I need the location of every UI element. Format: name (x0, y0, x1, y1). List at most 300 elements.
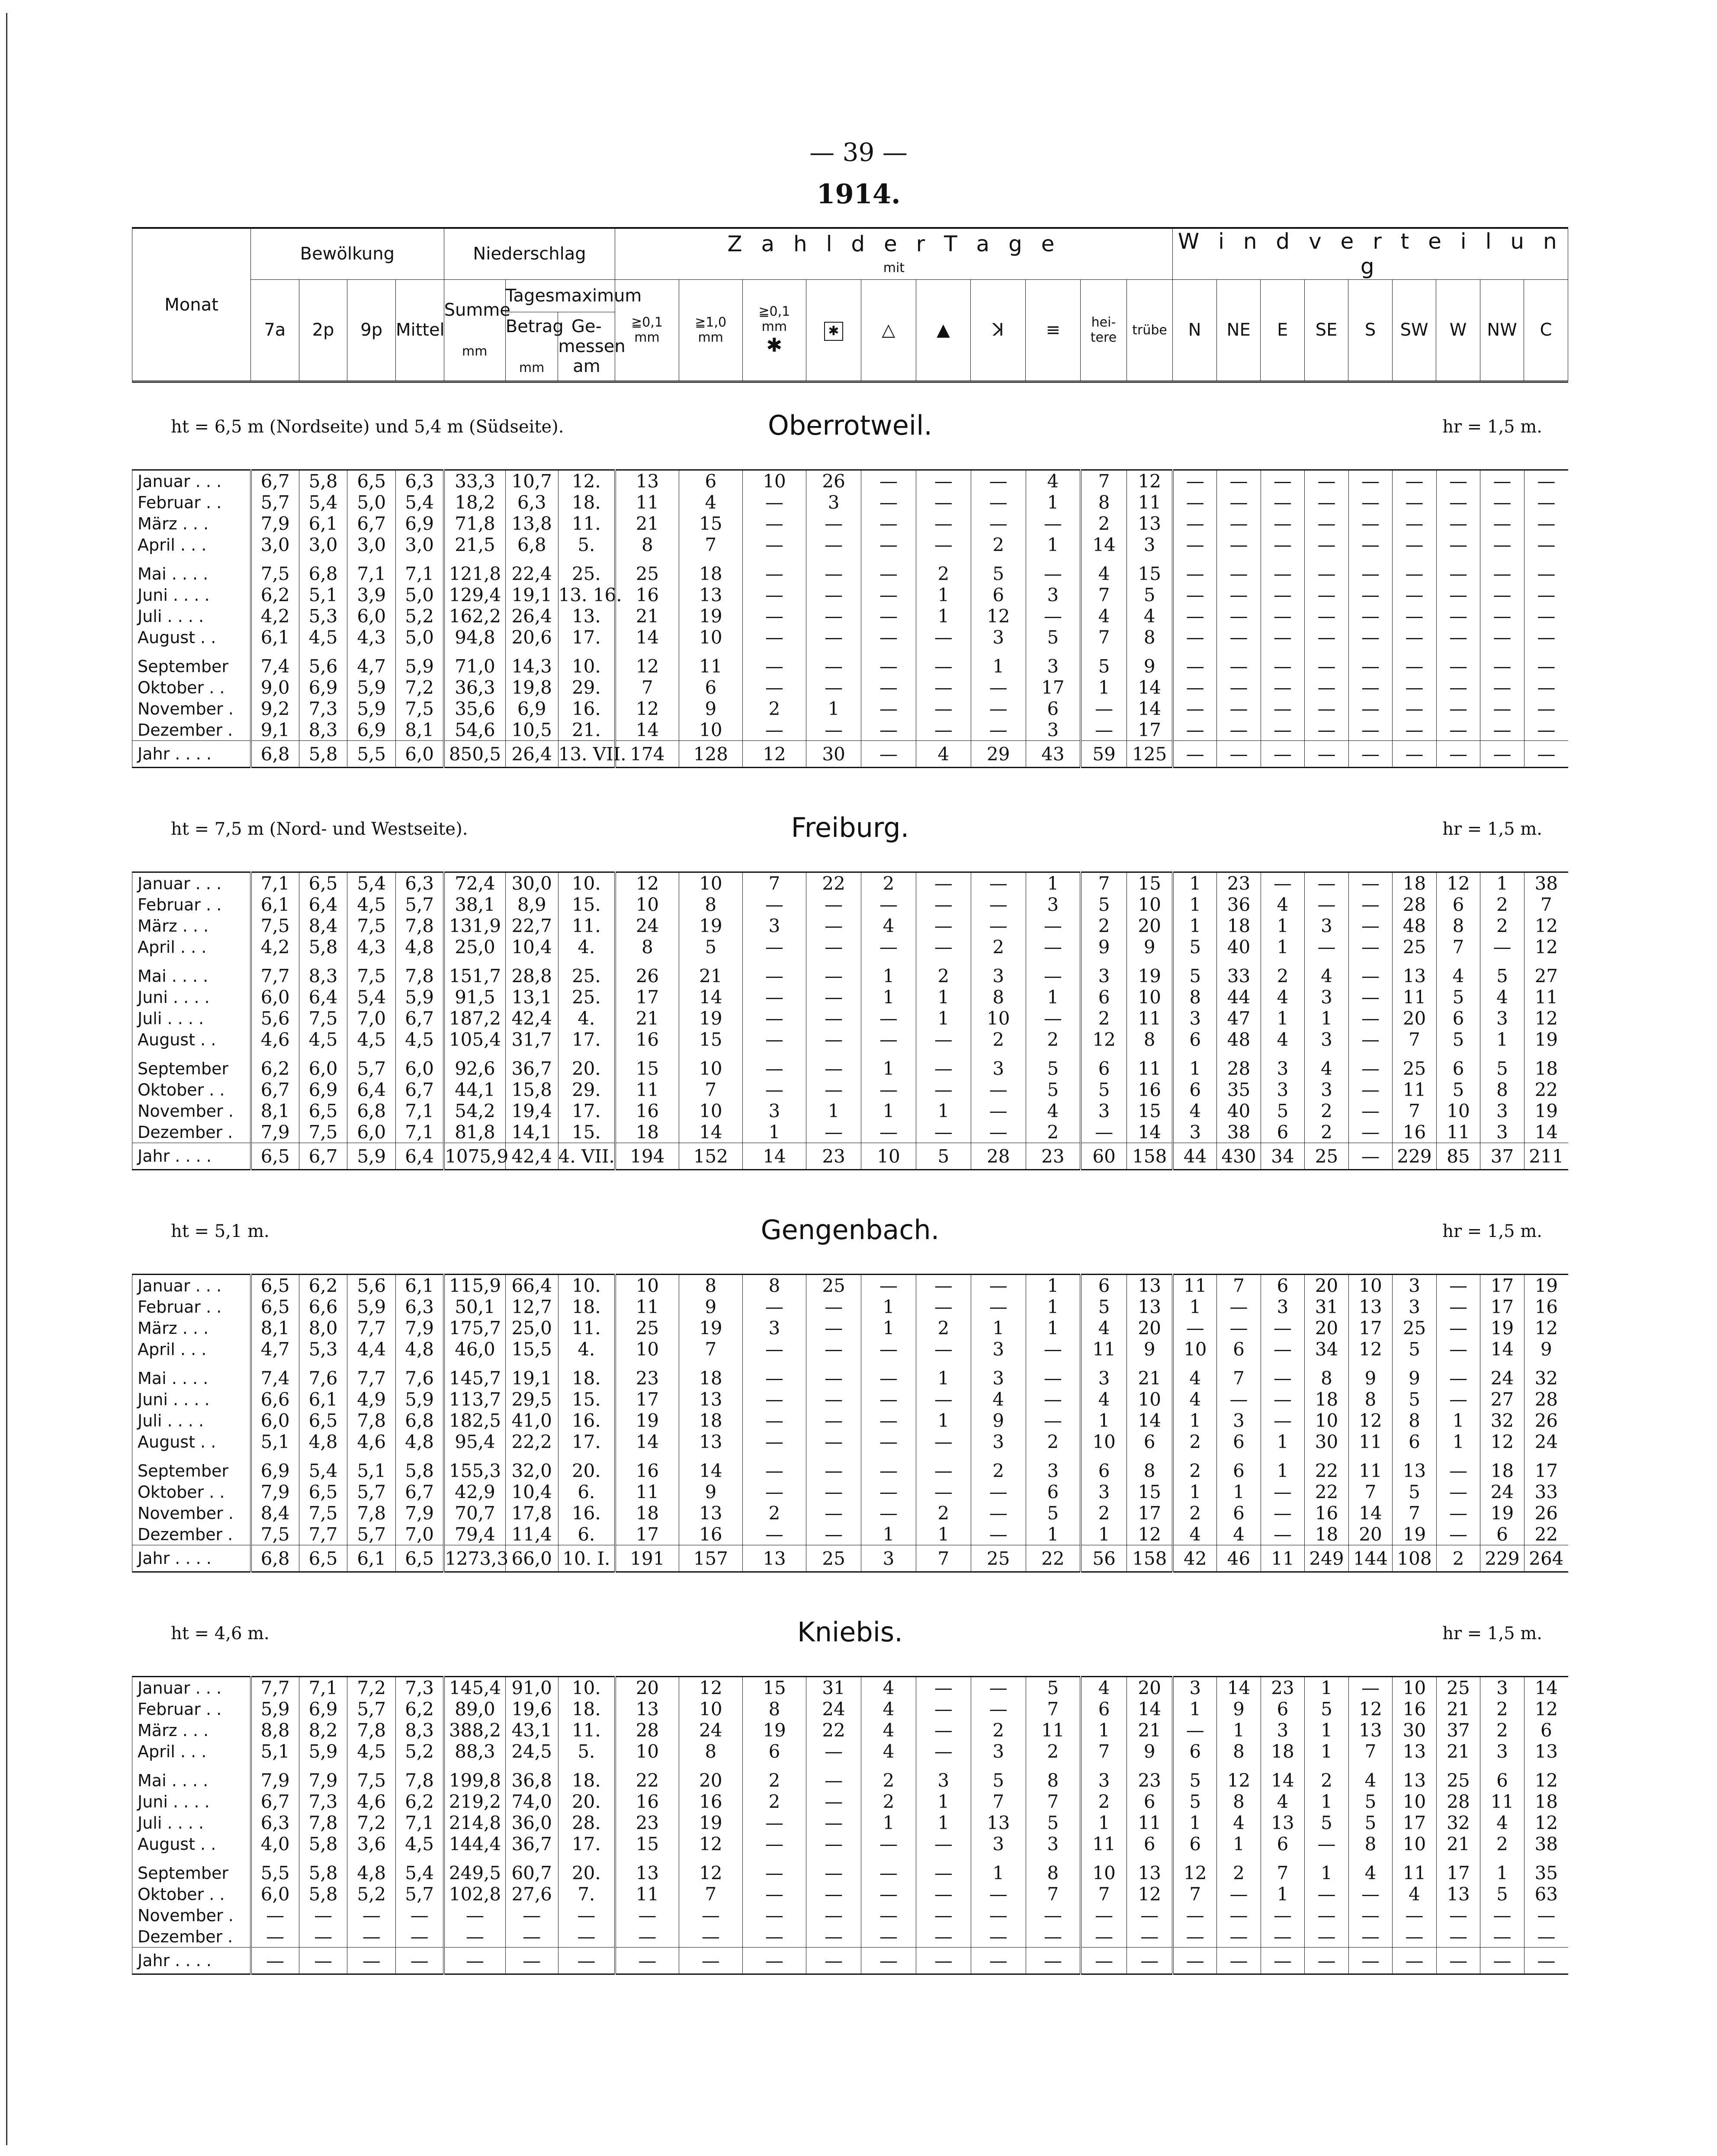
table-cell: — (1480, 648, 1524, 677)
table-cell: 1 (1261, 1452, 1305, 1481)
table-cell: 2 (971, 936, 1026, 958)
table-cell: 6,8 (396, 1410, 444, 1431)
table-row (132, 1339, 1569, 1360)
table-cell: 10 (679, 719, 742, 741)
table-cell: 6,9 (505, 698, 558, 719)
table-cell: — (679, 1905, 742, 1926)
table-cell: 14 (679, 1452, 742, 1481)
table-cell: 5 (1026, 1677, 1081, 1699)
table-cell: — (1026, 513, 1081, 534)
station-data-table (132, 469, 1568, 768)
table-cell: 22 (1524, 1524, 1568, 1545)
table-cell: 1 (1081, 1524, 1127, 1545)
table-cell: 7,5 (347, 958, 396, 987)
table-cell: — (916, 1029, 971, 1050)
table-cell: — (1305, 872, 1349, 894)
table-cell: 6,6 (251, 1389, 299, 1410)
header-7a: 7a (251, 279, 299, 381)
table-cell: — (1393, 492, 1437, 513)
station-ht-note: ht = 6,5 m (Nordseite) und 5,4 m (Südseite). (171, 417, 564, 437)
month-label: Mai . . . . (132, 958, 251, 987)
table-cell: 3 (1026, 1452, 1081, 1481)
table-cell: — (861, 1481, 916, 1502)
table-cell: — (916, 534, 971, 555)
table-cell: 5,5 (347, 741, 396, 768)
table-cell: — (1305, 741, 1349, 768)
table-cell: — (1081, 1926, 1127, 1948)
table-cell: 8 (1026, 1762, 1081, 1791)
table-cell: 2 (861, 1791, 916, 1812)
table-cell: 5,7 (396, 1884, 444, 1905)
table-cell: 20. (558, 1855, 615, 1884)
table-cell: 15 (679, 1029, 742, 1050)
table-cell: 4. (558, 1339, 615, 1360)
table-row (132, 1275, 1569, 1297)
table-cell: — (1393, 719, 1437, 741)
table-cell: 26 (1524, 1502, 1568, 1524)
table-cell: — (1173, 492, 1217, 513)
table-row (132, 1502, 1569, 1524)
table-cell: 31 (806, 1677, 861, 1699)
table-cell: 92,6 (444, 1050, 505, 1079)
table-cell: 1 (916, 1100, 971, 1121)
table-cell: 7. (558, 1884, 615, 1905)
table-cell: 3 (1217, 1410, 1261, 1431)
table-cell: 2 (1480, 1720, 1524, 1741)
table-cell: 3 (1081, 1360, 1127, 1389)
table-cell: 8,4 (299, 915, 347, 936)
table-cell: — (742, 1524, 806, 1545)
table-cell: 6,9 (347, 719, 396, 741)
table-cell: — (1393, 513, 1437, 534)
table-cell: 13,8 (505, 513, 558, 534)
month-label: April . . . (132, 1741, 251, 1762)
table-cell: 7,8 (347, 1410, 396, 1431)
month-label: Juli . . . . (132, 605, 251, 627)
table-cell: 17 (1127, 1502, 1173, 1524)
table-cell: 182,5 (444, 1410, 505, 1431)
table-cell: 8,1 (251, 1317, 299, 1339)
table-cell: 7,9 (396, 1502, 444, 1524)
table-cell: — (916, 1720, 971, 1741)
table-cell: 16 (679, 1791, 742, 1812)
table-cell: 12 (1127, 1884, 1173, 1905)
table-cell: — (1261, 1410, 1305, 1431)
table-cell: — (251, 1948, 299, 1974)
table-cell: 10 (615, 1275, 679, 1297)
table-cell: 6 (1173, 1833, 1217, 1855)
table-cell: 249 (1305, 1545, 1349, 1572)
table-row (132, 513, 1569, 534)
table-cell: — (806, 1855, 861, 1884)
table-cell: — (916, 719, 971, 741)
table-cell: 22 (806, 1720, 861, 1741)
table-row (132, 1143, 1569, 1170)
table-cell: 4. VII. (558, 1143, 615, 1170)
table-cell: 44,1 (444, 1079, 505, 1100)
table-cell: 23 (615, 1360, 679, 1389)
table-cell: — (742, 1079, 806, 1100)
table-cell: 70,7 (444, 1502, 505, 1524)
table-cell: 9,0 (251, 677, 299, 698)
table-cell: — (916, 1948, 971, 1974)
table-cell: 4 (1026, 470, 1081, 492)
table-cell: 4,8 (347, 1855, 396, 1884)
table-cell: 21 (679, 958, 742, 987)
table-cell: — (1524, 584, 1568, 605)
table-cell: 42 (1173, 1545, 1217, 1572)
table-cell: 9 (679, 1481, 742, 1502)
table-cell: — (1305, 627, 1349, 648)
table-cell: 10 (615, 1741, 679, 1762)
table-cell: — (916, 1698, 971, 1720)
table-cell: — (1393, 698, 1437, 719)
table-cell: 5,4 (396, 1855, 444, 1884)
month-label: August . . (132, 1029, 251, 1050)
table-cell: 2 (916, 1502, 971, 1524)
table-cell: 22 (1026, 1545, 1081, 1572)
table-cell: 21 (1436, 1741, 1480, 1762)
table-cell: 6,5 (251, 1143, 299, 1170)
month-label: April . . . (132, 534, 251, 555)
table-cell: 17 (615, 1389, 679, 1410)
table-cell: 1 (916, 605, 971, 627)
table-cell: 36,7 (505, 1050, 558, 1079)
table-cell: — (1173, 1948, 1217, 1974)
table-cell: 4,6 (347, 1431, 396, 1452)
table-cell: — (1480, 513, 1524, 534)
table-cell: 264 (1524, 1545, 1568, 1572)
table-cell: 5 (1480, 1884, 1524, 1905)
table-cell: 13 (742, 1545, 806, 1572)
table-cell: 102,8 (444, 1884, 505, 1905)
table-cell: 7 (1081, 627, 1127, 648)
table-cell: 2 (1081, 513, 1127, 534)
table-row (132, 1029, 1569, 1050)
table-cell: — (806, 1389, 861, 1410)
table-cell: — (806, 1812, 861, 1833)
table-cell: — (861, 1884, 916, 1905)
table-cell: 19,6 (505, 1698, 558, 1720)
table-cell: 7,1 (251, 872, 299, 894)
table-cell: 7,5 (347, 915, 396, 936)
table-cell: — (1524, 470, 1568, 492)
table-cell: 5,6 (251, 1008, 299, 1029)
table-cell: 7,5 (299, 1502, 347, 1524)
table-cell: 158 (1127, 1545, 1173, 1572)
table-cell: 6 (1480, 1524, 1524, 1545)
table-cell: 4 (971, 1389, 1026, 1410)
table-row (132, 1741, 1569, 1762)
table-cell: 5,1 (347, 1452, 396, 1481)
table-cell: — (1524, 677, 1568, 698)
table-cell: 2 (1081, 1791, 1127, 1812)
table-cell: 5 (1436, 1029, 1480, 1050)
table-cell: 5,3 (299, 605, 347, 627)
table-cell: 2 (1480, 1833, 1524, 1855)
table-cell: — (505, 1926, 558, 1948)
table-cell: 14 (742, 1143, 806, 1170)
table-cell: 8 (1348, 1833, 1393, 1855)
table-cell: 35,6 (444, 698, 505, 719)
table-cell: 4 (1261, 987, 1305, 1008)
table-cell: — (1348, 987, 1393, 1008)
table-cell: 2 (971, 534, 1026, 555)
table-cell: 12 (1348, 1410, 1393, 1431)
table-cell: — (1305, 1833, 1349, 1855)
table-cell: 16. (558, 698, 615, 719)
table-cell: 28,8 (505, 958, 558, 987)
table-cell: — (1026, 605, 1081, 627)
table-cell: 20 (1127, 1317, 1173, 1339)
table-cell: 4 (1436, 958, 1480, 987)
table-cell: 4 (1081, 555, 1127, 584)
table-cell: 13 (1127, 1855, 1173, 1884)
month-label: Mai . . . . (132, 555, 251, 584)
table-cell: 14 (1127, 1410, 1173, 1431)
header-wind-sw: SW (1392, 279, 1436, 381)
table-cell: 24 (679, 1720, 742, 1741)
table-cell: 66,0 (505, 1545, 558, 1572)
table-cell: — (1436, 584, 1480, 605)
table-cell: — (1261, 1926, 1305, 1948)
table-cell: — (1436, 1317, 1480, 1339)
table-cell: 3 (971, 1741, 1026, 1762)
table-cell: — (1480, 1926, 1524, 1948)
table-cell: 4,6 (251, 1029, 299, 1050)
table-cell: 3 (971, 1050, 1026, 1079)
table-cell: — (916, 1741, 971, 1762)
table-cell: 8,2 (299, 1720, 347, 1741)
table-cell: 5,9 (299, 1741, 347, 1762)
table-row (132, 698, 1569, 719)
table-row (132, 741, 1569, 768)
table-cell: 20 (615, 1677, 679, 1699)
table-cell: 22,2 (505, 1431, 558, 1452)
table-cell: 16 (1393, 1121, 1437, 1143)
table-cell: 12 (615, 648, 679, 677)
table-cell: — (1348, 1008, 1393, 1029)
table-cell: 7,9 (251, 1481, 299, 1502)
table-row (132, 648, 1569, 677)
table-cell: 25 (1393, 936, 1437, 958)
table-cell: 26,4 (505, 741, 558, 768)
table-cell: — (861, 1905, 916, 1926)
table-row (132, 1317, 1569, 1339)
table-cell: 7 (1081, 470, 1127, 492)
month-label: September (132, 1050, 251, 1079)
table-cell: — (806, 534, 861, 555)
table-cell: 3 (1305, 915, 1349, 936)
table-cell: 7,4 (251, 648, 299, 677)
table-cell: — (861, 1275, 916, 1297)
station-heading (132, 1613, 1568, 1648)
table-cell: — (1026, 555, 1081, 584)
table-cell: — (861, 1431, 916, 1452)
table-cell: 13 (679, 1389, 742, 1410)
table-cell: — (1480, 534, 1524, 555)
table-cell: — (971, 719, 1026, 741)
table-cell: — (396, 1926, 444, 1948)
table-cell: 1 (1081, 677, 1127, 698)
table-cell: 23 (1026, 1143, 1081, 1170)
table-cell: 32 (1480, 1410, 1524, 1431)
table-cell: 9 (1127, 648, 1173, 677)
table-cell: 13 (1393, 1741, 1437, 1762)
table-cell: 1 (1305, 1008, 1349, 1029)
table-row (132, 584, 1569, 605)
table-cell: — (1436, 1339, 1480, 1360)
table-cell: 2 (1217, 1855, 1261, 1884)
table-cell: 2 (1026, 1121, 1081, 1143)
table-cell: 6,0 (347, 1121, 396, 1143)
table-cell: — (861, 1079, 916, 1100)
table-cell: 13 (615, 1855, 679, 1884)
table-cell: 9 (1081, 936, 1127, 958)
table-cell: 6,7 (251, 470, 299, 492)
table-cell: 10 (1081, 1855, 1127, 1884)
month-label: Oktober . . (132, 1481, 251, 1502)
table-cell: 229 (1393, 1143, 1437, 1170)
table-cell: — (806, 1079, 861, 1100)
table-cell: 3 (861, 1545, 916, 1572)
table-cell: 10 (679, 872, 742, 894)
table-cell: 9 (1393, 1360, 1437, 1389)
table-row (132, 1926, 1569, 1948)
table-cell: 6 (679, 677, 742, 698)
table-cell: 9 (971, 1410, 1026, 1431)
table-cell: 1273,3 (444, 1545, 505, 1572)
header-sym-fog (1026, 279, 1081, 381)
table-cell: 10 (971, 1008, 1026, 1029)
table-cell: 16 (615, 1100, 679, 1121)
table-cell: 6 (971, 584, 1026, 605)
month-label: Oktober . . (132, 677, 251, 698)
table-cell: 12 (742, 741, 806, 768)
table-row (132, 915, 1569, 936)
table-cell: — (1524, 1926, 1568, 1948)
table-cell: 6 (1173, 1741, 1217, 1762)
table-cell: 30 (1393, 1720, 1437, 1741)
month-label: September (132, 1855, 251, 1884)
table-cell: 1 (1173, 1698, 1217, 1720)
table-cell: — (1436, 1905, 1480, 1926)
table-cell: 11 (1393, 987, 1437, 1008)
table-cell: 22 (806, 872, 861, 894)
table-cell: 4 (1393, 1884, 1437, 1905)
table-cell: — (861, 1833, 916, 1855)
table-cell: 21 (615, 1008, 679, 1029)
table-cell: — (347, 1948, 396, 1974)
table-cell: — (742, 492, 806, 513)
table-cell: — (1480, 555, 1524, 584)
table-cell: 4 (1480, 987, 1524, 1008)
table-cell: 8,0 (299, 1317, 347, 1339)
table-cell: — (1173, 677, 1217, 698)
table-cell: 388,2 (444, 1720, 505, 1741)
table-cell: 113,7 (444, 1389, 505, 1410)
table-cell: — (1393, 627, 1437, 648)
table-cell: 21 (1127, 1720, 1173, 1741)
table-cell: 18. (558, 1360, 615, 1389)
table-cell: 35 (1524, 1855, 1568, 1884)
table-cell: 4 (1081, 1677, 1127, 1699)
table-cell: 9 (679, 1296, 742, 1317)
table-cell: 17 (1524, 1452, 1568, 1481)
table-cell: — (1217, 1296, 1261, 1317)
header-bewolkung: Bewölkung (251, 228, 444, 279)
table-cell: 11 (615, 1079, 679, 1100)
table-cell: 20 (1348, 1524, 1393, 1545)
table-cell: 7 (1393, 1502, 1437, 1524)
table-cell: — (742, 648, 806, 677)
table-cell: 1 (1305, 1720, 1349, 1741)
table-cell: 1 (1026, 534, 1081, 555)
month-label: Juli . . . . (132, 1008, 251, 1029)
table-cell: — (615, 1905, 679, 1926)
table-cell: 46,0 (444, 1339, 505, 1360)
table-cell: 1 (1305, 1677, 1349, 1699)
table-cell: 7,5 (347, 1762, 396, 1791)
table-cell: 19 (679, 1812, 742, 1833)
station-heading (132, 809, 1568, 843)
month-label: August . . (132, 627, 251, 648)
table-cell: — (1480, 698, 1524, 719)
table-cell: — (1524, 627, 1568, 648)
table-cell: 6,5 (299, 1481, 347, 1502)
table-cell: 4,2 (251, 936, 299, 958)
table-cell: 10,7 (505, 470, 558, 492)
table-cell: 6,8 (251, 1545, 299, 1572)
table-cell: 24 (1524, 1431, 1568, 1452)
table-cell: 5 (1348, 1791, 1393, 1812)
table-cell: — (971, 513, 1026, 534)
table-cell: — (806, 1905, 861, 1926)
table-cell: — (1348, 1905, 1393, 1926)
table-cell: — (806, 958, 861, 987)
table-cell: 6,1 (251, 894, 299, 915)
table-cell: 1 (1436, 1410, 1480, 1431)
table-cell: — (1524, 605, 1568, 627)
table-cell: 36,0 (505, 1812, 558, 1833)
table-cell: — (742, 958, 806, 987)
table-cell: — (251, 1926, 299, 1948)
table-cell: 18 (1524, 1050, 1568, 1079)
table-cell: 1 (861, 1296, 916, 1317)
table-cell: 8 (1305, 1360, 1349, 1389)
table-cell: — (806, 648, 861, 677)
table-cell: 12 (1524, 1698, 1568, 1720)
table-cell: 3 (1261, 1720, 1305, 1741)
table-cell: 10 (1127, 894, 1173, 915)
table-cell: 6 (1524, 1720, 1568, 1741)
table-cell: 7 (916, 1545, 971, 1572)
table-cell: 4. (558, 1008, 615, 1029)
table-cell: 194 (615, 1143, 679, 1170)
month-label: Juni . . . . (132, 987, 251, 1008)
table-cell: 44 (1217, 987, 1261, 1008)
table-cell: — (916, 698, 971, 719)
table-row (132, 627, 1569, 648)
table-cell: 33 (1524, 1481, 1568, 1502)
table-cell: 6,5 (251, 1275, 299, 1297)
table-cell: — (1348, 1029, 1393, 1050)
table-cell: — (1480, 719, 1524, 741)
table-cell: 5 (1081, 648, 1127, 677)
month-label: Jahr . . . . (132, 1948, 251, 1974)
table-cell: 16 (1305, 1502, 1349, 1524)
month-label: Februar . . (132, 894, 251, 915)
